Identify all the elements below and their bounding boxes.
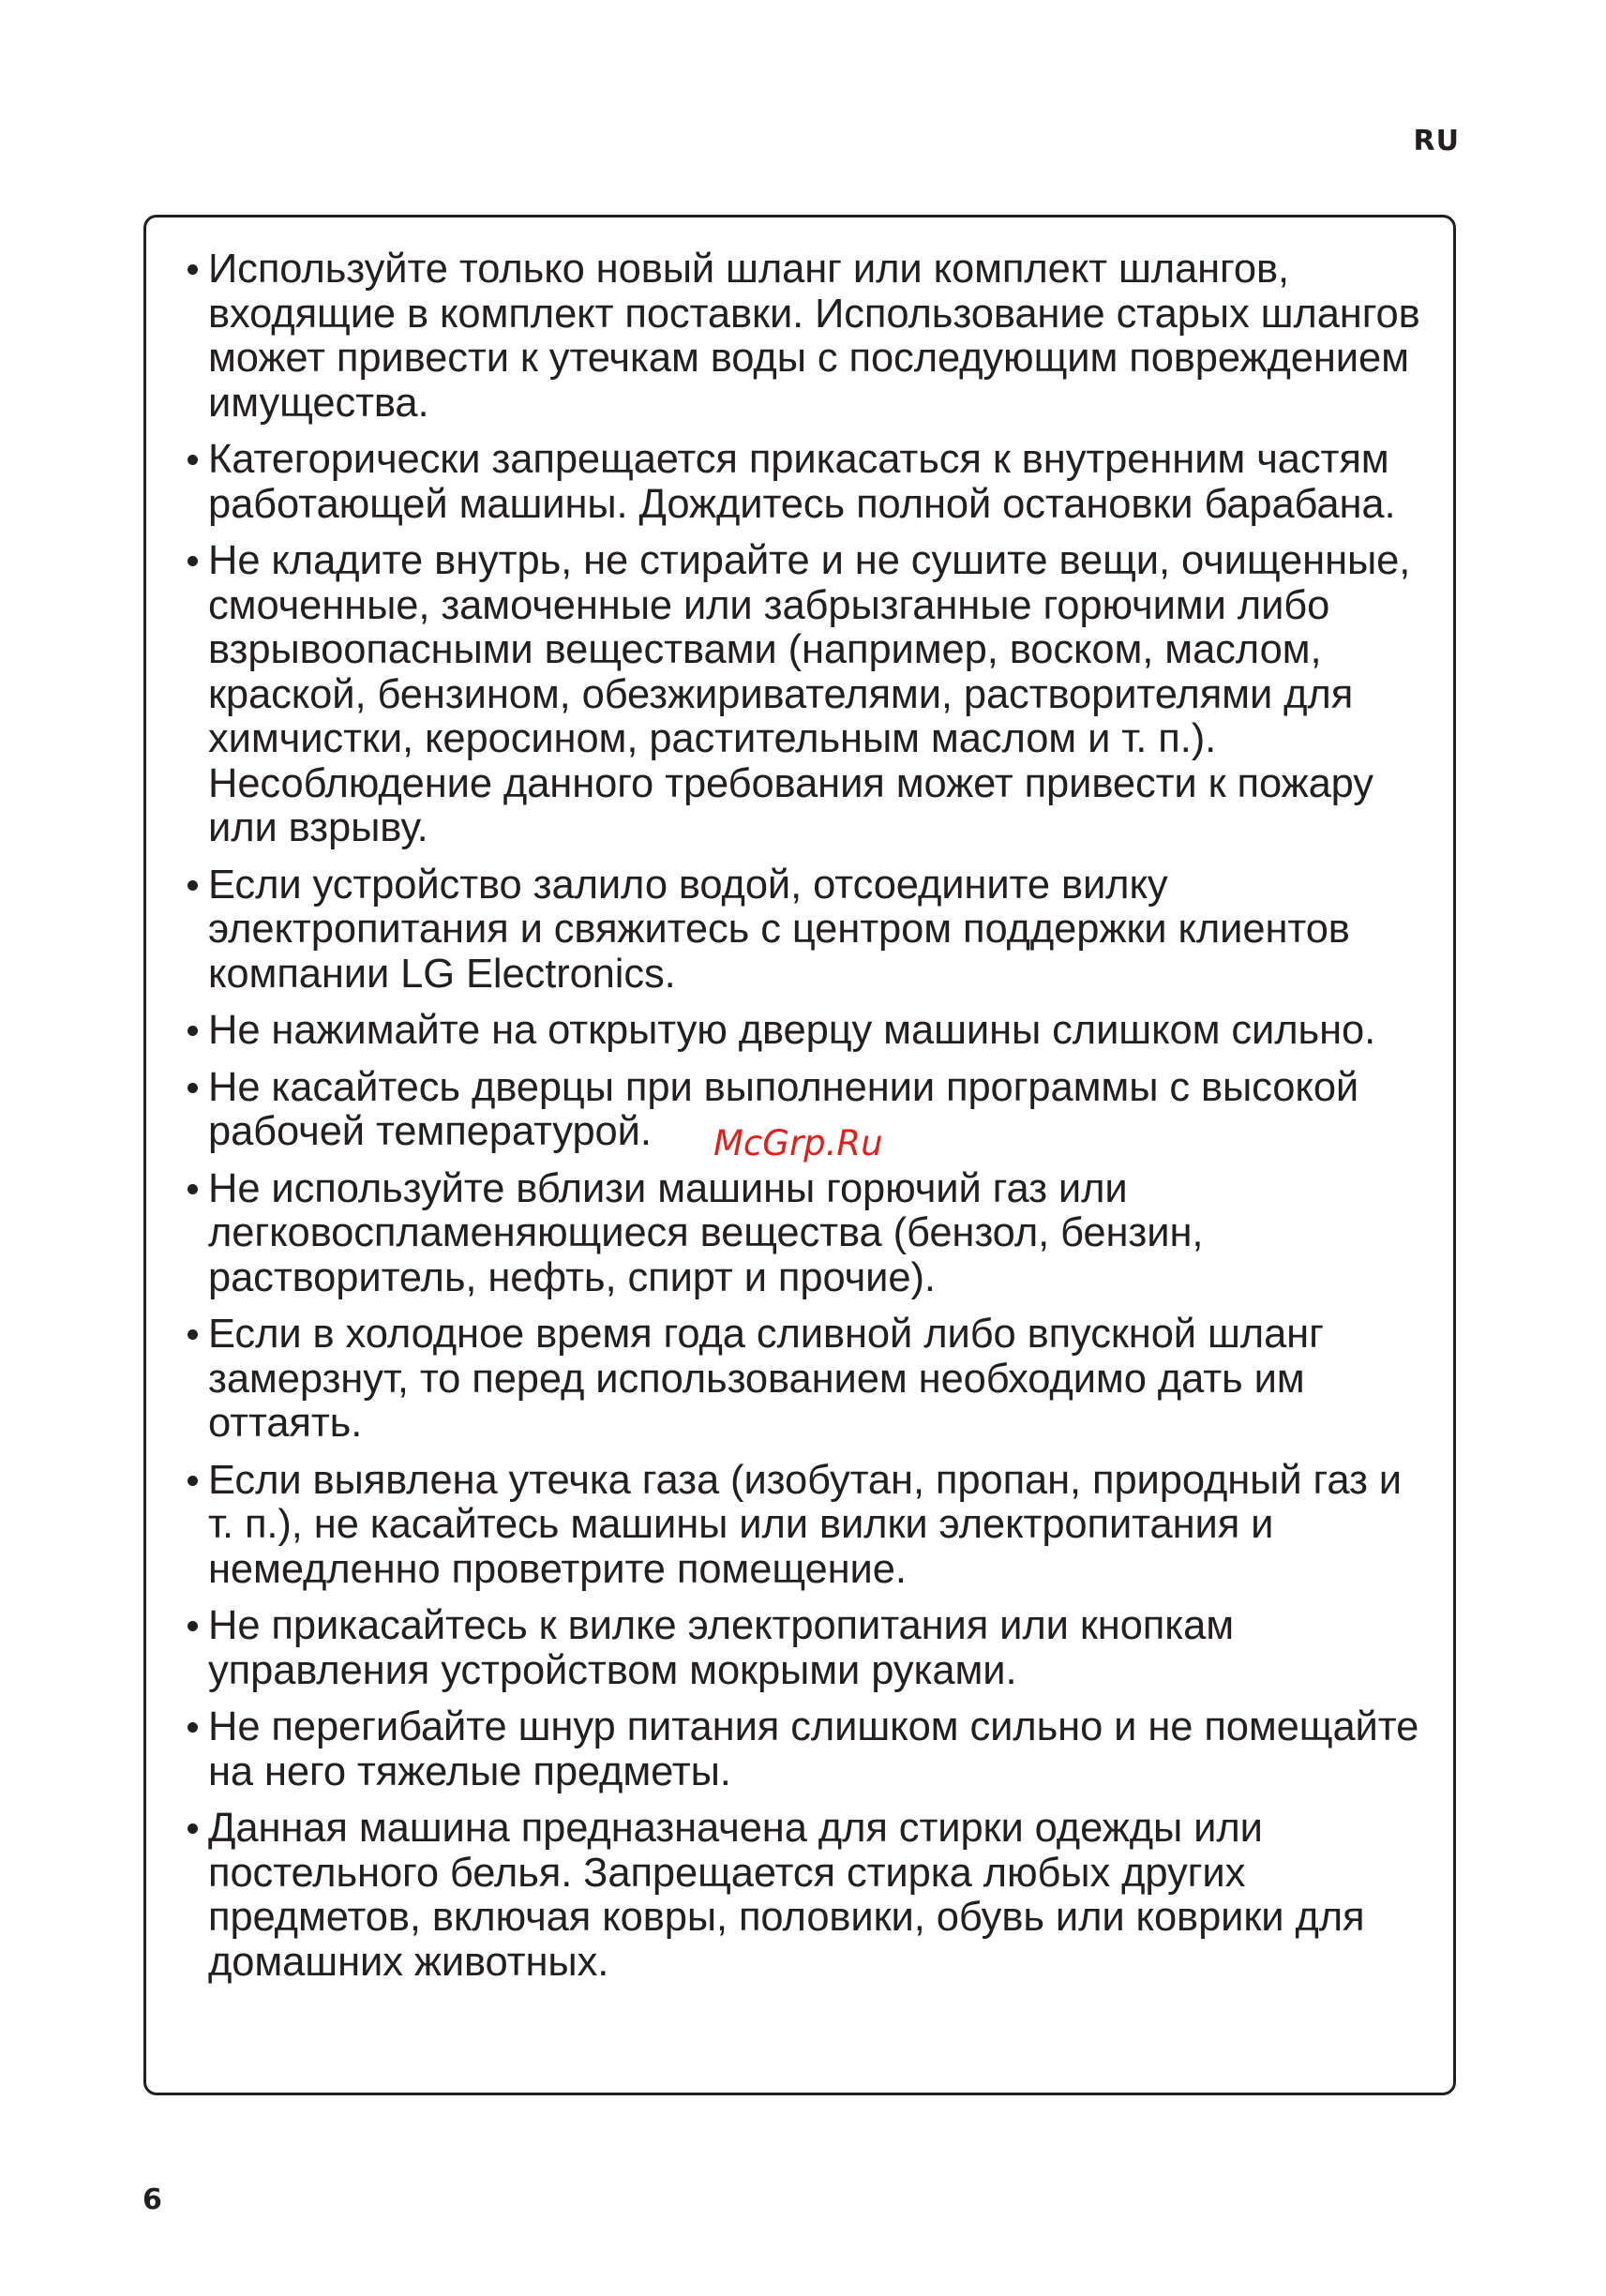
watermark: McGrp.Ru: [713, 1123, 883, 1163]
bullet-icon: [188, 264, 198, 275]
bullet-icon: [188, 1823, 198, 1834]
list-item: [188, 1807, 1425, 1985]
bullet-icon: [188, 1722, 198, 1733]
warning-text: Если выявлена утечка газа (изобутан, пропан, природный газ и т. п.), не касайтесь машины или вилки электропитания и немедленно проветрите помещение.: [208, 1457, 1402, 1592]
bullet-icon: [188, 1476, 198, 1486]
warning-list: [188, 248, 1425, 1985]
list-item: [188, 1167, 1425, 1301]
bullet-icon: [188, 1621, 198, 1631]
bullet-icon: [188, 455, 198, 465]
list-item: [188, 863, 1425, 998]
list-item: [188, 1459, 1425, 1593]
warning-text: Не перегибайте шнур питания слишком сильно и не помещайте на него тяжелые предметы.: [208, 1704, 1419, 1794]
bullet-icon: [188, 1184, 198, 1194]
list-item: [188, 1313, 1425, 1447]
list-item: [188, 539, 1425, 851]
list-item: [188, 248, 1425, 426]
warning-text: Если устройство залило водой, отсоедините вилку электропитания и свяжитесь с центром поддержки клиентов компании LG Electronics.: [208, 862, 1350, 997]
bullet-icon: [188, 556, 198, 566]
bullet-icon: [188, 1083, 198, 1093]
language-tag: RU: [1413, 125, 1460, 158]
page-number: 6: [143, 2183, 162, 2216]
warning-text: Не используйте вблизи машины горючий газ или легковоспламеняющиеся вещества (бензол, бензин, растворитель, нефть, спирт и прочие).: [208, 1165, 1204, 1300]
bullet-icon: [188, 1329, 198, 1340]
warning-text: Используйте только новый шланг или комплект шлангов, входящие в комплект поставки. Использование старых шлангов может привести к утечкам воды с последующим повреждением имущества.: [208, 247, 1420, 426]
list-item: [188, 438, 1425, 527]
bullet-icon: [188, 1026, 198, 1036]
list-item: [188, 1009, 1425, 1054]
warning-text: Не кладите внутрь, не стирайте и не сушите вещи, очищенные, смоченные, замоченные или забрызганные горючими либо взрывоопасными веществами (например, воском, маслом, краской, бензином, обезжиривателями, растворителями для химчистки, керосином, растительным маслом и т. п.). Несоблюдение данного требования может привести к пожару или взрыву.: [208, 538, 1411, 850]
list-item: [188, 1705, 1425, 1794]
warning-text: Не нажимайте на открытую дверцу машины слишком сильно.: [208, 1008, 1376, 1053]
warning-text: Не прикасайтесь к вилке электропитания или кнопкам управления устройством мокрыми руками.: [208, 1603, 1235, 1693]
bullet-icon: [188, 880, 198, 891]
list-item: [188, 1604, 1425, 1693]
warning-text: Категорически запрещается прикасаться к внутренним частям работающей машины. Дождитесь полной остановки барабана.: [208, 437, 1396, 527]
warning-text: Если в холодное время года сливной либо впускной шланг замерзнут, то перед использованием необходимо дать им оттаять.: [208, 1312, 1324, 1446]
warning-text: Не касайтесь дверцы при выполнении программы с высокой рабочей температурой.: [208, 1064, 1359, 1154]
warning-text: Данная машина предназначена для стирки одежды или постельного белья. Запрещается стирка любых других предметов, включая ковры, половики, обувь или коврики для домашних животных.: [208, 1806, 1365, 1985]
